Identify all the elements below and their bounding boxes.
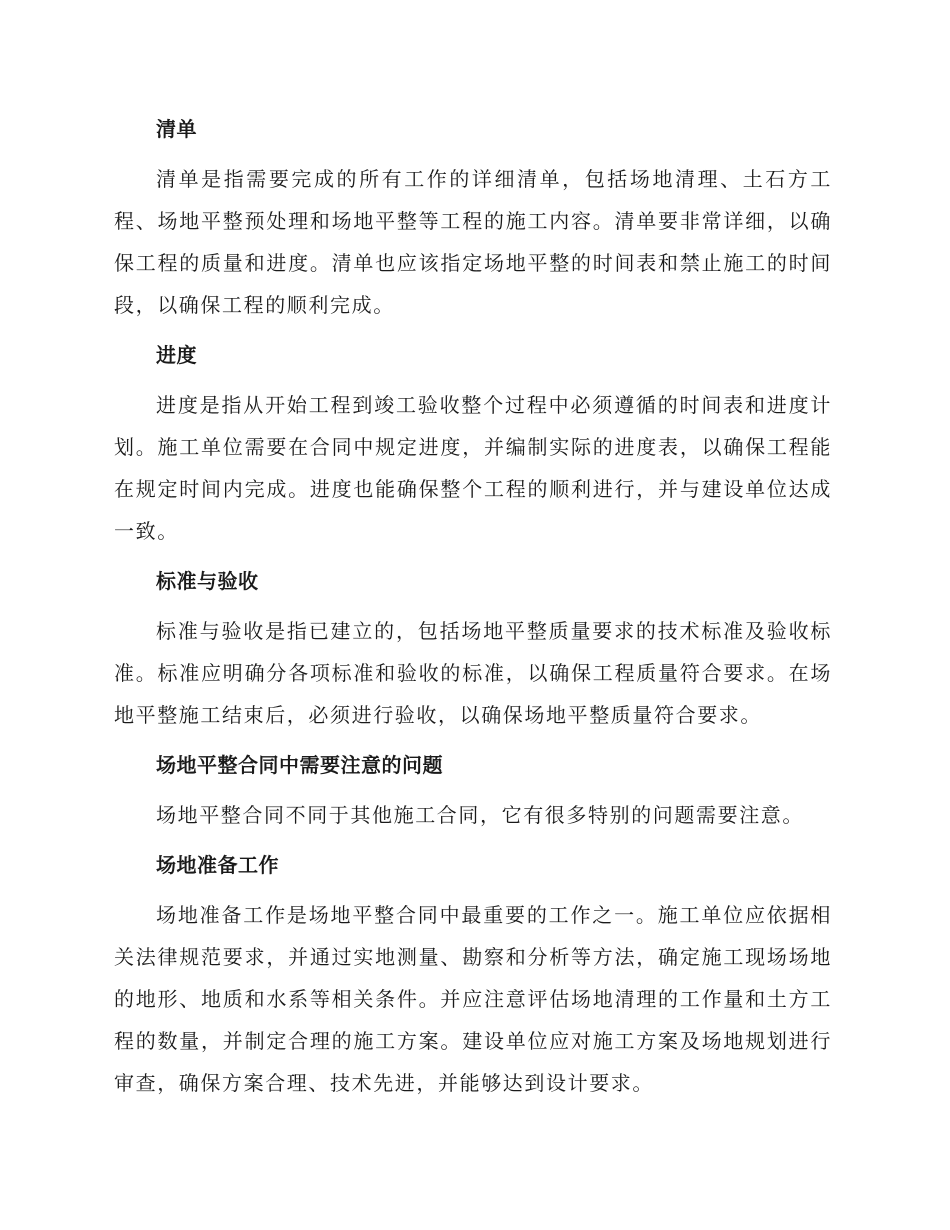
section-schedule	[114, 334, 832, 552]
section-heading: 进度	[156, 343, 197, 367]
section-checklist	[114, 108, 832, 326]
section-heading: 场地平整合同中需要注意的问题	[156, 753, 443, 777]
section-heading: 标准与验收	[156, 569, 259, 593]
section-paragraph: 场地准备工作是场地平整合同中最重要的工作之一。施工单位应依据相关法律规范要求，并通过实地测量、勘察和分析等方法，确定施工现场场地的地形、地质和水系等相关条件。并应注意评估场地清理的工作量和土方工程的数量，并制定合理的施工方案。建设单位应对施工方案及场地规划进行审查，确保方案合理、技术先进，并能够达到设计要求。	[114, 903, 832, 1095]
section-paragraph: 进度是指从开始工程到竣工验收整个过程中必须遵循的时间表和进度计划。施工单位需要在合同中规定进度，并编制实际的进度表，以确保工程能在规定时间内完成。进度也能确保整个工程的顺利进行，并与建设单位达成一致。	[114, 393, 832, 543]
section-paragraph: 场地平整合同不同于其他施工合同，它有很多特别的问题需要注意。	[156, 803, 804, 827]
section-paragraph: 清单是指需要完成的所有工作的详细清单，包括场地清理、土石方工程、场地平整预处理和场地平整等工程的施工内容。清单要非常详细，以确保工程的质量和进度。清单也应该指定场地平整的时间表和禁止施工的时间段，以确保工程的顺利完成。	[114, 167, 832, 317]
section-heading: 清单	[156, 117, 197, 141]
section-standards-acceptance	[114, 560, 832, 736]
section-contract-issues	[114, 744, 832, 836]
section-paragraph: 标准与验收是指已建立的，包括场地平整质量要求的技术标准及验收标准。标准应明确分各项标准和验收的标准，以确保工程质量符合要求。在场地平整施工结束后，必须进行验收，以确保场地平整质量符合要求。	[114, 619, 832, 727]
section-site-preparation	[114, 844, 832, 1104]
section-heading: 场地准备工作	[156, 853, 279, 877]
